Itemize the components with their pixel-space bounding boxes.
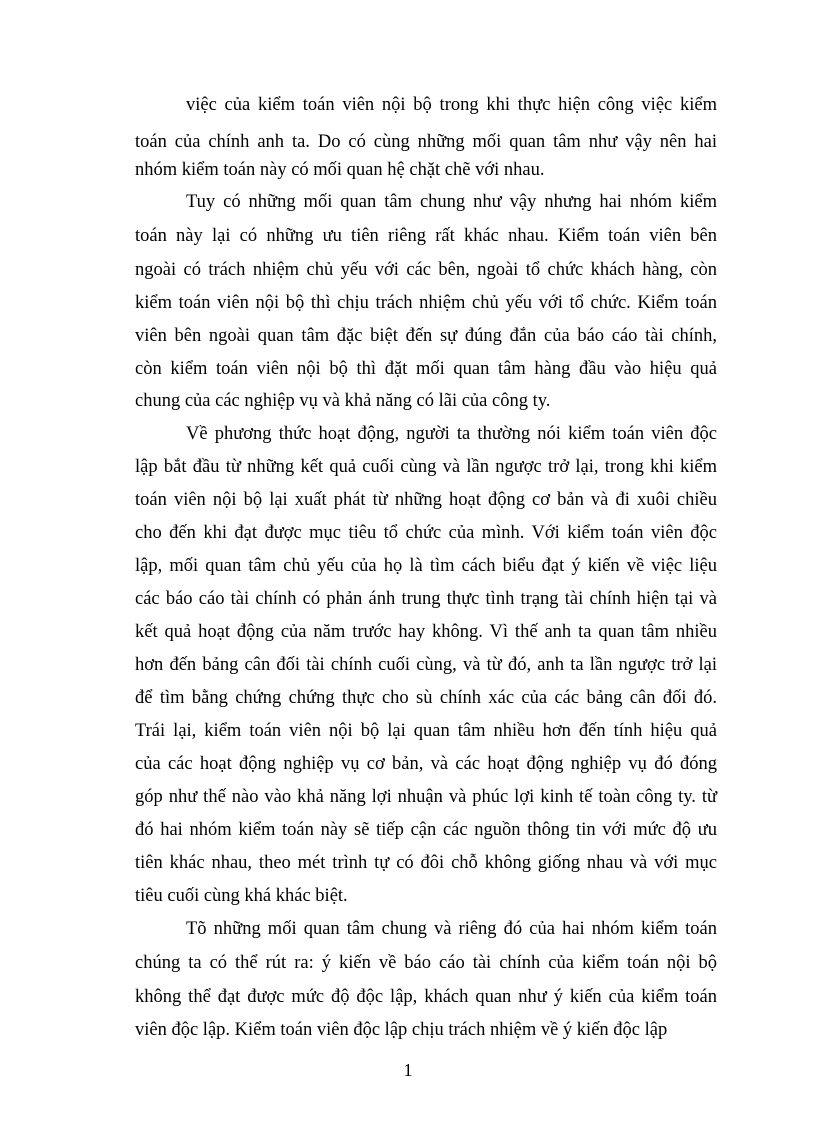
- text-line: viên độc lập. Kiểm toán viên độc lập chịu trách nhiệm về ý kiến độc lập: [135, 1020, 668, 1040]
- text-line: không thể đạt được mức độ độc lập, khách quan như ý kiến của kiểm toán: [135, 987, 717, 1007]
- text-line: còn kiểm toán viên nội bộ thì đặt mối quan tâm hàng đầu vào hiệu quả: [135, 359, 717, 379]
- page-number: 1: [403, 1060, 413, 1080]
- text-line: hơn đến bảng cân đối tài chính cuối cùng, và từ đó, anh ta lần ngược trở lại: [135, 655, 717, 675]
- text-line: Trái lại, kiểm toán viên nội bộ lại quan tâm nhiều hơn đến tính hiệu quả: [135, 721, 717, 741]
- text-line: việc của kiểm toán viên nội bộ trong khi thực hiện công việc kiểm: [186, 95, 717, 115]
- text-line: kiểm toán viên nội bộ thì chịu trách nhiệm chủ yếu với tổ chức. Kiểm toán: [135, 293, 717, 313]
- text-line: lập bắt đầu từ những kết quả cuối cùng và lần ngược trở lại, trong khi kiểm: [135, 457, 717, 477]
- text-line: để tìm bằng chứng chứng thực cho sù chính xác của các bảng cân đối đó.: [135, 688, 717, 708]
- text-line: viên bên ngoài quan tâm đặc biệt đến sự đúng đắn của báo cáo tài chính,: [135, 326, 717, 346]
- text-line: nhóm kiểm toán này có mối quan hệ chặt chẽ với nhau.: [135, 160, 545, 180]
- text-line: kết quả hoạt động của năm trước hay không. Vì thế anh ta quan tâm nhiều: [135, 622, 717, 642]
- text-line: của các hoạt động nghiệp vụ cơ bản, và các hoạt động nghiệp vụ đó đóng: [135, 754, 717, 774]
- text-line: tiên khác nhau, theo mét trình tự có đôi chỗ không giống nhau và với mục: [135, 853, 717, 873]
- text-line: toán của chính anh ta. Do có cùng những mối quan tâm như vậy nên hai: [135, 132, 717, 152]
- text-line: tiêu cuối cùng khá khác biệt.: [135, 886, 348, 906]
- text-line: ngoài có trách nhiệm chủ yếu với các bên, ngoài tổ chức khách hàng, còn: [135, 260, 717, 280]
- text-line: toán viên nội bộ lại xuất phát từ những hoạt động cơ bản và đi xuôi chiều: [135, 490, 717, 510]
- text-line: Tõ những mối quan tâm chung và riêng đó của hai nhóm kiểm toán: [186, 919, 717, 939]
- text-line: lập, mối quan tâm chủ yếu của họ là tìm cách biểu đạt ý kiến về việc liệu: [135, 556, 717, 576]
- text-line: đó hai nhóm kiểm toán này sẽ tiếp cận các nguồn thông tin với mức độ ưu: [135, 820, 717, 840]
- text-line: cho đến khi đạt được mục tiêu tổ chức của mình. Với kiểm toán viên độc: [135, 523, 717, 543]
- text-line: góp như thế nào vào khả năng lợi nhuận và phúc lợi kinh tế toàn công ty. từ: [135, 787, 717, 807]
- text-line: toán này lại có những ưu tiên riêng rất khác nhau. Kiểm toán viên bên: [135, 226, 717, 246]
- text-line: chúng ta có thể rút ra: ý kiến về báo cáo tài chính của kiểm toán nội bộ: [135, 953, 717, 973]
- text-line: Về phương thức hoạt động, người ta thường nói kiểm toán viên độc: [186, 424, 717, 444]
- text-line: Tuy có những mối quan tâm chung như vậy nhưng hai nhóm kiểm: [186, 192, 717, 212]
- text-line: các báo cáo tài chính có phản ánh trung thực tình trạng tài chính hiện tại và: [135, 589, 717, 609]
- text-line: chung của các nghiệp vụ và khả năng có lãi của công ty.: [135, 391, 551, 411]
